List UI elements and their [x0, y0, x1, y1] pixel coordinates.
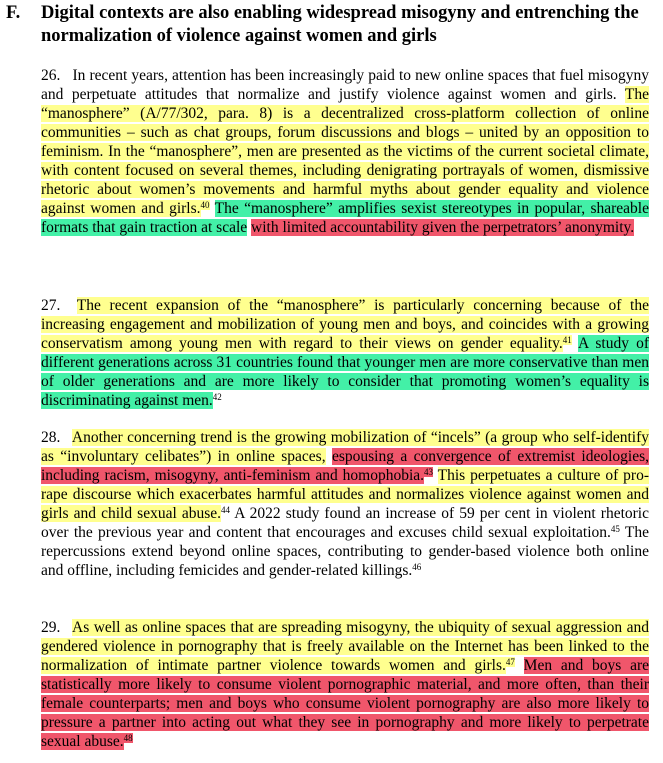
paragraph-26 [41, 66, 649, 237]
paragraph-29 [41, 618, 649, 751]
footnote-ref[interactable]: 47 [505, 657, 515, 667]
section-heading [6, 2, 656, 48]
paragraph-28 [41, 428, 649, 580]
paragraph-number: 26. [41, 67, 61, 84]
highlight-red: espousing a convergence of extremist ideologies, including racism, misogyny, anti-feminism and homophobia. [41, 448, 650, 484]
highlight-yellow: The recent expansion of the “manosphere” is particularly concerning because of the increasing engagement and mobilization of young men and boys, and coincides with a growing conservatism among young men with regard to their views on gender equality. [41, 297, 649, 352]
footnote-ref[interactable]: 48 [123, 733, 133, 743]
paragraph-number: 29. [41, 619, 61, 636]
footnote-ref[interactable]: 42 [212, 392, 222, 402]
highlight-green: A study of different generations across 31 countries found that younger men are more conservative than men of older generations and are more likely to consider that promoting women’s equality is discriminating against men. [41, 335, 649, 409]
highlight-green: The “manosphere” amplifies sexist stereotypes in popular, shareable formats that gain traction at scale [41, 200, 649, 236]
sentence-5: The repercussions extend beyond online spaces, contributing to gender-based violence both online and offline, including femicides and gender-related killings. [41, 524, 649, 579]
sentence-1: In recent years, attention has been increasingly paid to new online spaces that fuel misogyny and perpetuate attitudes that normalize and justify violence against women and girls. [41, 67, 650, 103]
paragraph-number: 28. [41, 429, 61, 446]
sentence-4: A 2022 study found an increase of 59 per cent in violent rhetoric over the previous year and content that encourages and excuses child sexual exploitation. [41, 505, 649, 541]
footnote-ref[interactable]: 44 [221, 505, 231, 515]
footnote-ref[interactable]: 40 [200, 200, 210, 210]
section-title: Digital contexts are also enabling widespread misogyny and entrenching the normalization of violence against women and girls [41, 3, 639, 46]
footnote-ref[interactable]: 43 [424, 467, 434, 477]
highlight-red: Men and boys are statistically more likely to consume violent pornographic material, and more often, than their female counterparts; men and boys who consume violent pornography are also more likely to pressure a partner into acting out what they see in pornography and more likely to perpetrate sexual abuse. [41, 657, 649, 750]
paragraph-number: 27. [41, 297, 61, 314]
footnote-ref[interactable]: 46 [412, 562, 422, 572]
highlight-yellow: This perpetuates a culture of pro-rape discourse which exacerbates harmful attitudes and normalizes violence against women and girls and child sexual abuse. [41, 467, 649, 522]
highlight-yellow: Another concerning trend is the growing mobilization of “incels” (a group who self-identify as “involuntary celibates”) in online spaces, [41, 429, 649, 465]
paragraph-27 [41, 296, 649, 410]
highlight-yellow: The “manosphere” (A/77/302, para. 8) is a decentralized cross-platform collection of online communities – such as chat groups, forum discussions and blogs – united by an opposition to feminism. In the “manosphere”, men are presented as the victims of the current societal climate, with content focused on several themes, including denigrating portrayals of women, dismissive rhetoric about women’s movements and harmful myths about gender equality and violence against women and girls. [41, 86, 649, 217]
highlight-red: with limited accountability given the perpetrators’ anonymity. [251, 219, 635, 236]
footnote-ref[interactable]: 45 [610, 524, 620, 534]
highlight-yellow: As well as online spaces that are spreading misogyny, the ubiquity of sexual aggression and gendered violence in pornography that is freely available on the Internet has been linked to the normalization of intimate partner violence towards women and girls. [41, 619, 649, 674]
footnote-ref[interactable]: 41 [562, 335, 572, 345]
section-letter: F. [6, 3, 21, 23]
